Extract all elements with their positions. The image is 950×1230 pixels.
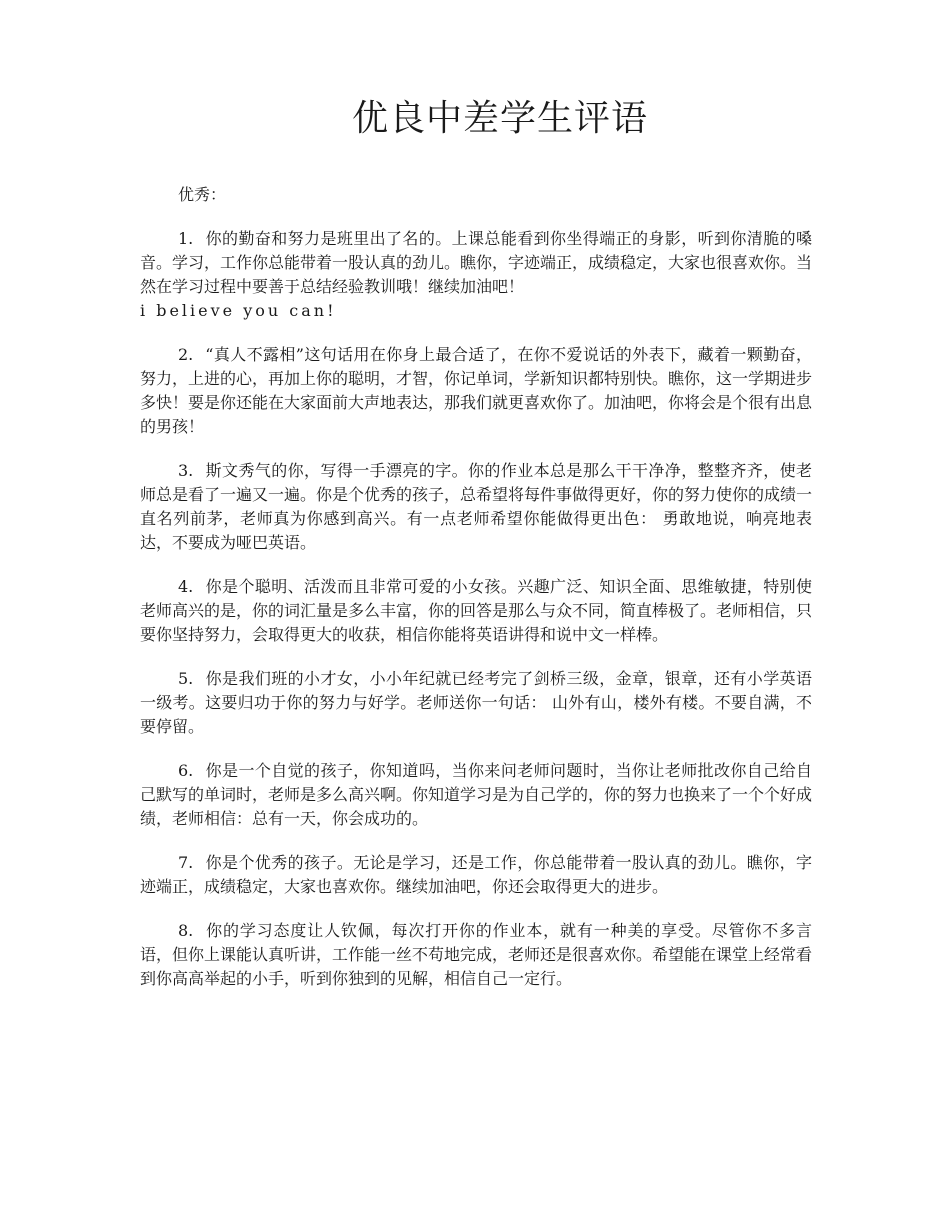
paragraph-extra-line: i believe you can! bbox=[140, 301, 337, 320]
paragraph-number: 8. bbox=[178, 921, 194, 940]
comment-paragraph-3 bbox=[140, 459, 812, 555]
paragraph-number: 3. bbox=[178, 461, 194, 480]
paragraph-text: 你是我们班的小才女，小小年纪就已经考完了剑桥三级，金章，银章，还有小学英语一级考。这要归功于你的努力与好学。老师送你一句话： 山外有山，楼外有楼。不要自满，不要停留。 bbox=[140, 669, 812, 736]
paragraph-number: 6. bbox=[178, 761, 194, 780]
paragraph-number: 2. bbox=[178, 345, 194, 364]
paragraph-number: 4. bbox=[178, 577, 194, 596]
comment-paragraph-8 bbox=[140, 919, 812, 991]
paragraph-text: 你是一个自觉的孩子，你知道吗，当你来问老师问题时，当你让老师批改你自己给自己默写的单词时，老师是多么高兴啊。你知道学习是为自己学的，你的努力也换来了一个个好成绩，老师相信：总有一天，你会成功的。 bbox=[140, 761, 813, 828]
section-label: 优秀： bbox=[178, 185, 227, 204]
page-title: 优良中差学生评语 bbox=[351, 98, 648, 139]
paragraph-number: 7. bbox=[178, 853, 194, 872]
paragraph-number: 1. bbox=[178, 229, 194, 248]
paragraph-text: 你的学习态度让人钦佩，每次打开你的作业本，就有一种美的享受。尽管你不多言语，但你上课能认真听讲，工作能一丝不苟地完成，老师还是很喜欢你。希望能在课堂上经常看到你高高举起的小手，听到你独到的见解，相信自己一定行。 bbox=[140, 921, 813, 988]
paragraph-text: “真人不露相”这句话用在你身上最合适了，在你不爱说话的外表下，藏着一颗勤奋，努力，上进的心，再加上你的聪明，才智，你记单词，学新知识都特别快。瞧你，这一学期进步多快！要是你还能在大家面前大声地表达，那我们就更喜欢你了。加油吧，你将会是个很有出息的男孩！ bbox=[140, 345, 813, 436]
comment-paragraph-5 bbox=[140, 667, 812, 739]
paragraph-text: 你的勤奋和努力是班里出了名的。上课总能看到你坐得端正的身影，听到你清脆的嗓音。学习，工作你总能带着一股认真的劲儿。瞧你，字迹端正，成绩稳定，大家也很喜欢你。当然在学习过程中要善于总结经验教训哦！继续加油吧！ bbox=[140, 229, 813, 296]
comment-paragraph-2 bbox=[140, 343, 812, 439]
paragraph-text: 你是个优秀的孩子。无论是学习，还是工作，你总能带着一股认真的劲儿。瞧你，字迹端正，成绩稳定，大家也喜欢你。继续加油吧，你还会取得更大的进步。 bbox=[140, 853, 812, 896]
paragraph-text: 你是个聪明、活泼而且非常可爱的小女孩。兴趣广泛、知识全面、思维敏捷，特别使老师高兴的是，你的词汇量是多么丰富，你的回答是那么与众不同，简直棒极了。老师相信，只要你坚持努力，会取得更大的收获，相信你能将英语讲得和说中文一样棒。 bbox=[140, 577, 813, 644]
comment-paragraph-4 bbox=[140, 575, 812, 647]
paragraph-number: 5. bbox=[178, 669, 194, 688]
comment-paragraph-1 bbox=[140, 227, 812, 323]
paragraph-text: 斯文秀气的你，写得一手漂亮的字。你的作业本总是那么干干净净，整整齐齐，使老师总是看了一遍又一遍。你是个优秀的孩子，总希望将每件事做得更好，你的努力使你的成绩一直名列前茅，老师真为你感到高兴。有一点老师希望你能做得更出色： 勇敢地说，响亮地表达，不要成为哑巴英语。 bbox=[140, 461, 813, 552]
comment-paragraph-7 bbox=[140, 851, 812, 899]
comment-paragraph-6 bbox=[140, 759, 812, 831]
